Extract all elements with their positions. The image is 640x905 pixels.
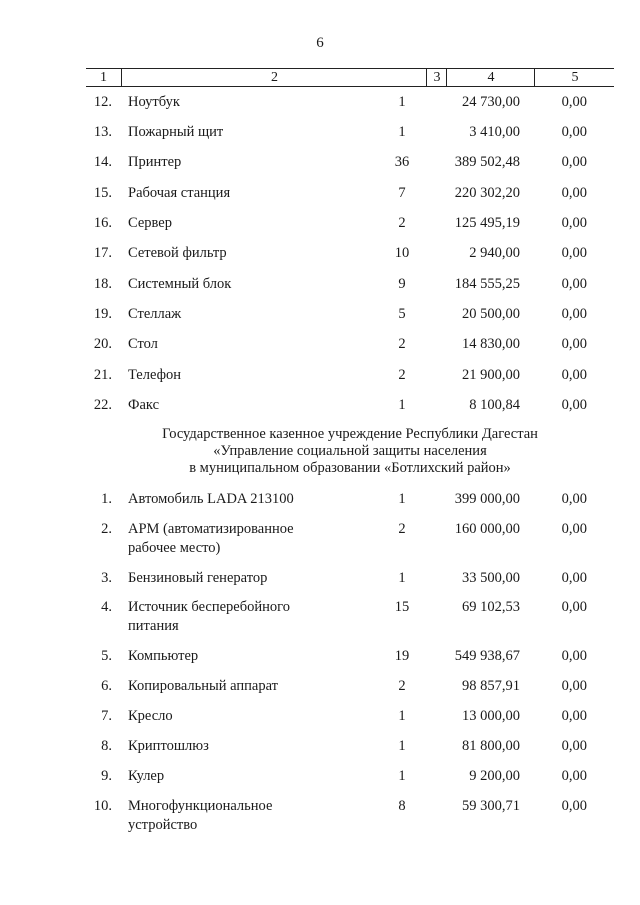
- row-number: 4.: [101, 599, 112, 615]
- item-sum: 389 502,48: [454, 154, 520, 170]
- item-name: Ноутбук: [128, 94, 180, 110]
- item-quantity: 1: [398, 491, 406, 507]
- row-number: 7.: [101, 708, 112, 724]
- item-sum: 21 900,00: [462, 367, 520, 383]
- item-quantity: 2: [398, 215, 406, 231]
- item-quantity: 2: [398, 367, 406, 383]
- item-sum: 184 555,25: [454, 276, 520, 292]
- row-number: 18.: [93, 276, 112, 292]
- item-sum: 33 500,00: [462, 570, 520, 586]
- item-residual: 0,00: [561, 738, 587, 754]
- header-col-3: 3: [426, 69, 447, 86]
- item-quantity: 15: [394, 599, 410, 615]
- item-residual: 0,00: [561, 768, 587, 784]
- item-quantity: 1: [398, 708, 406, 724]
- item-sum: 220 302,20: [454, 185, 520, 201]
- item-residual: 0,00: [561, 94, 587, 110]
- item-name: Кресло: [128, 708, 173, 724]
- item-name-continued: устройство: [128, 817, 198, 833]
- item-residual: 0,00: [561, 521, 587, 537]
- page-number: 6: [316, 35, 324, 51]
- item-residual: 0,00: [561, 306, 587, 322]
- item-quantity: 10: [394, 245, 410, 261]
- item-residual: 0,00: [561, 185, 587, 201]
- item-residual: 0,00: [561, 336, 587, 352]
- item-name: АРМ (автоматизированное: [128, 521, 294, 537]
- item-name: Пожарный щит: [128, 124, 224, 140]
- item-name: Кулер: [128, 768, 165, 784]
- item-name: Системный блок: [128, 276, 232, 292]
- item-name: Автомобиль LADA 213100: [128, 491, 294, 507]
- item-name: Факс: [128, 397, 160, 413]
- row-number: 3.: [101, 570, 112, 586]
- row-number: 19.: [93, 306, 112, 322]
- item-sum: 2 940,00: [469, 245, 520, 261]
- item-sum: 399 000,00: [454, 491, 520, 507]
- row-number: 22.: [93, 397, 112, 413]
- table-header: [86, 68, 614, 87]
- header-col-2: 2: [121, 69, 427, 86]
- row-number: 8.: [101, 738, 112, 754]
- header-col-1: 1: [100, 70, 107, 85]
- row-number: 5.: [101, 648, 112, 664]
- item-residual: 0,00: [561, 215, 587, 231]
- item-name-continued: рабочее место): [128, 540, 221, 556]
- item-name: Бензиновый генератор: [128, 570, 268, 586]
- item-residual: 0,00: [561, 491, 587, 507]
- header-col-5: 5: [534, 69, 615, 86]
- item-sum: 69 102,53: [462, 599, 520, 615]
- item-residual: 0,00: [561, 124, 587, 140]
- item-residual: 0,00: [561, 648, 587, 664]
- item-sum: 3 410,00: [469, 124, 520, 140]
- item-quantity: 9: [398, 276, 406, 292]
- row-number: 13.: [93, 124, 112, 140]
- row-number: 16.: [93, 215, 112, 231]
- item-quantity: 1: [398, 397, 406, 413]
- item-quantity: 7: [398, 185, 406, 201]
- item-name: Источник бесперебойного: [128, 599, 290, 615]
- section-title-line-3: в муниципальном образовании «Ботлихский район»: [189, 460, 511, 476]
- item-name: Стол: [128, 336, 158, 352]
- item-name: Компьютер: [128, 648, 199, 664]
- item-sum: 13 000,00: [462, 708, 520, 724]
- item-name: Рабочая станция: [128, 185, 231, 201]
- row-number: 6.: [101, 678, 112, 694]
- item-quantity: 2: [398, 521, 406, 537]
- item-quantity: 1: [398, 738, 406, 754]
- row-number: 9.: [101, 768, 112, 784]
- item-residual: 0,00: [561, 367, 587, 383]
- item-sum: 8 100,84: [469, 397, 520, 413]
- item-sum: 14 830,00: [462, 336, 520, 352]
- item-sum: 81 800,00: [462, 738, 520, 754]
- item-quantity: 1: [398, 124, 406, 140]
- item-name: Сетевой фильтр: [128, 245, 227, 261]
- item-sum: 549 938,67: [454, 648, 520, 664]
- item-quantity: 1: [398, 570, 406, 586]
- item-residual: 0,00: [561, 798, 587, 814]
- item-residual: 0,00: [561, 570, 587, 586]
- item-residual: 0,00: [561, 678, 587, 694]
- item-quantity: 1: [398, 768, 406, 784]
- row-number: 20.: [93, 336, 112, 352]
- item-residual: 0,00: [561, 599, 587, 615]
- item-sum: 24 730,00: [462, 94, 520, 110]
- item-name: Принтер: [128, 154, 182, 170]
- item-name: Многофункциональное: [128, 798, 273, 814]
- row-number: 15.: [93, 185, 112, 201]
- item-sum: 98 857,91: [462, 678, 520, 694]
- row-number: 10.: [93, 798, 112, 814]
- header-col-4: 4: [446, 69, 535, 86]
- item-quantity: 8: [398, 798, 406, 814]
- item-quantity: 2: [398, 678, 406, 694]
- item-sum: 9 200,00: [469, 768, 520, 784]
- row-number: 2.: [101, 521, 112, 537]
- item-quantity: 2: [398, 336, 406, 352]
- section-title-line-1: Государственное казенное учреждение Республики Дагестан: [162, 426, 538, 442]
- item-name: Стеллаж: [128, 306, 182, 322]
- item-name: Телефон: [128, 367, 181, 383]
- item-sum: 125 495,19: [454, 215, 520, 231]
- row-number: 12.: [93, 94, 112, 110]
- item-quantity: 36: [394, 154, 410, 170]
- item-name-continued: питания: [128, 618, 179, 634]
- item-residual: 0,00: [561, 276, 587, 292]
- item-sum: 59 300,71: [462, 798, 520, 814]
- item-quantity: 5: [398, 306, 406, 322]
- row-number: 21.: [93, 367, 112, 383]
- section-title: [120, 426, 580, 477]
- item-sum: 160 000,00: [454, 521, 520, 537]
- row-number: 14.: [93, 154, 112, 170]
- item-residual: 0,00: [561, 708, 587, 724]
- item-residual: 0,00: [561, 397, 587, 413]
- item-name: Копировальный аппарат: [128, 678, 279, 694]
- item-quantity: 1: [398, 94, 406, 110]
- item-name: Сервер: [128, 215, 172, 231]
- item-quantity: 19: [394, 648, 410, 664]
- item-sum: 20 500,00: [462, 306, 520, 322]
- row-number: 1.: [101, 491, 112, 507]
- item-name: Криптошлюз: [128, 738, 209, 754]
- row-number: 17.: [93, 245, 112, 261]
- section-title-line-2: «Управление социальной защиты населения: [213, 443, 487, 459]
- item-residual: 0,00: [561, 245, 587, 261]
- item-residual: 0,00: [561, 154, 587, 170]
